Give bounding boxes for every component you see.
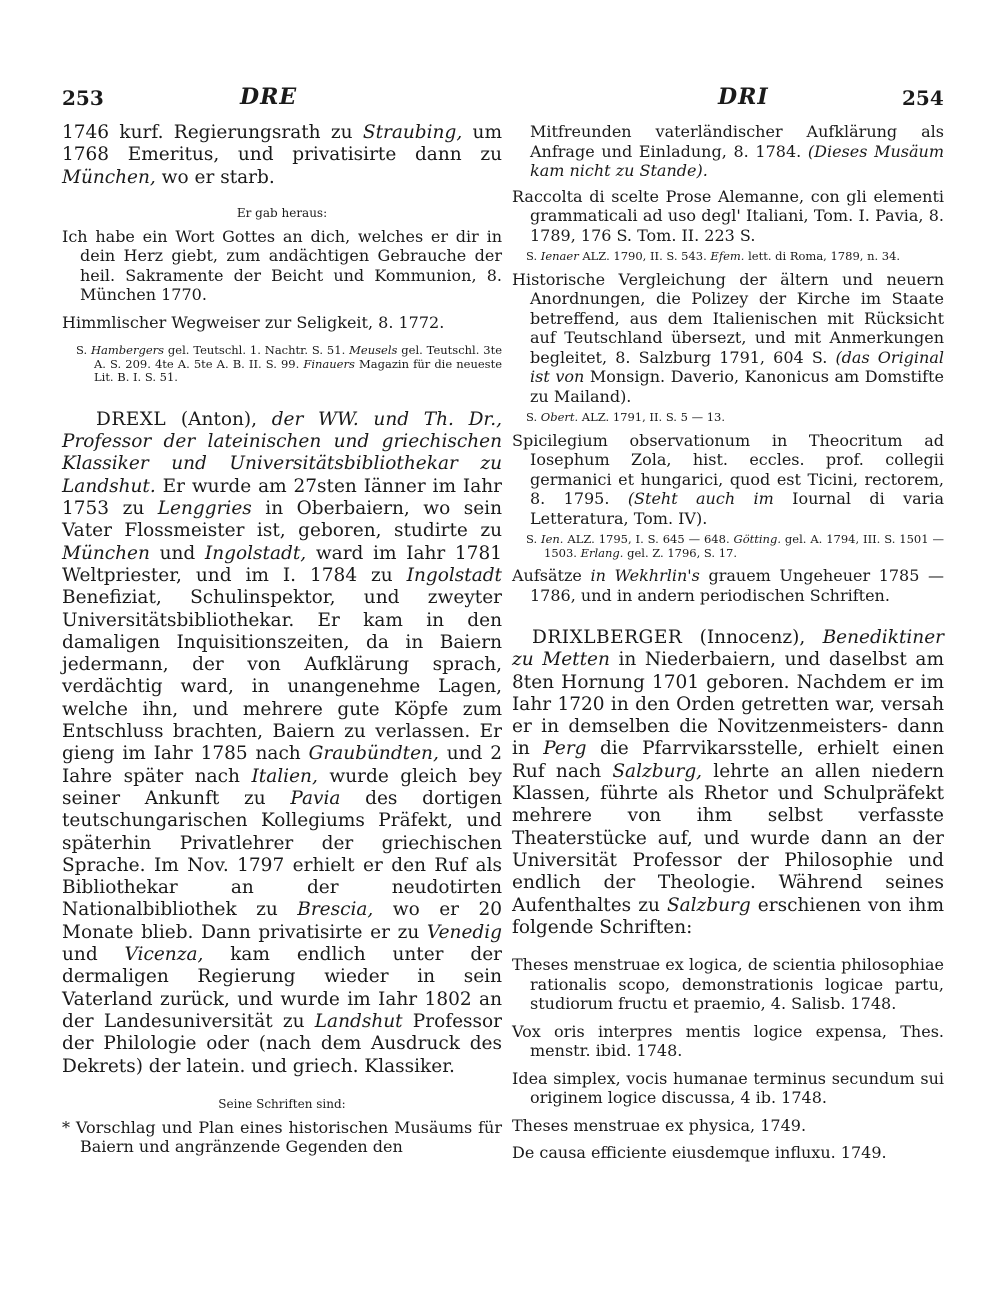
work-entry: Historische Vergleichung der ältern und neuern Anordnungen, die Polizey der Kirche im Staate betreffend, aus dem Italienischen mit Rücksicht auf Teutschland übersezt, und mit Anmerkungen begleitet, 8. Salzburg 1791, 604 S. (das Original ist von Monsign. Daverio, Kanonicus am Domstifte zu Mailand). [512, 269, 945, 406]
entry-drexl: DREXL (Anton), der WW. und Th. Dr., Professor der lateinischen und griechischen Klassiker und Universitätsbibliothekar zu Landshut. Er wurde am 27sten Iänner im Iahr 1753 zu Lenggries in Oberbaiern, wo sein Vater Flossmeister ist, geboren, studirte zu München und Ingolstadt, ward im Iahr 1781 Weltpriester, und im I. 1784 zu Ingolstadt Benefiziat, Schulinspektor, und zweyter Universitätsbibliothekar. Er kam in den damaligen Inquisitionszeiten, da in Baiern jedermann, der von Aufklärung sprach, verdächtig ward, in unangenehme Lagen, welche ihn, und mehrere gute Köpfe zum Entschluss brachten, Baiern zu verlassen. Er gieng im Iahr 1785 nach Graubündten, und 2 Iahre später nach Italien, wurde gleich bey seiner Ankunft zu Pavia des dortigen teutschungarischen Kollegiums Präfekt, und späterhin Privatlehrer der griechischen Sprache. Im Nov. 1797 erhielt er den Ruf als Bibliothekar an der neudotirten Nationalbibliothek zu Brescia, wo er 20 Monate blieb. Dann privatisirte er zu Venedig und Vicenza, kam endlich unter der dermaligen Regierung wieder in sein Vaterland zurück, und wurde im Iahr 1802 an der Landesuniversität zu Landshut Professor der Philologie oder (nach dem Ausdruck des Dekrets) der latein. und griech. Klassiker. [62, 408, 502, 1077]
writings-heading: Seine Schriften sind: [218, 1096, 346, 1111]
work-entry-continued: Mitfreunden vaterländischer Aufklärung als Anfrage und Einladung, 8. 1784. (Dieses Musäum kam nicht zu Stande). [530, 122, 945, 180]
reference-note: S. Ien. ALZ. 1795, I. S. 645 — 648. Götting. gel. A. 1794, III. S. 1501 — 1503. Erlang. gel. Z. 1796, S. 17. [526, 532, 944, 560]
work-entry: Aufsätze in Wekhrlin's grauem Ungeheuer 1785 — 1786, und in andern periodischen Schriften. [512, 566, 944, 605]
work-entry: Vox oris interpres mentis logice expensa, Thes. menstr. ibid. 1748. [512, 1021, 944, 1061]
entry-name: DRIXLBERGER [532, 627, 683, 648]
work-entry: Himmlischer Wegweiser zur Seligkeit, 8. 1772. [62, 312, 445, 332]
running-head-left: DRE [240, 84, 298, 110]
work-entry: De causa efficiente eiusdemque influxu. 1749. [512, 1143, 887, 1163]
work-entry: Theses menstruae ex physica, 1749. [512, 1115, 807, 1135]
running-head-right: DRI [718, 84, 769, 110]
work-entry: Theses menstruae ex logica, de scientia philosophiae rationalis scopo, demonstrationis logicae partu, studiorum fructu et praemio, 4. Salisb. 1748. [512, 955, 944, 1014]
work-entry: * Vorschlag und Plan eines historischen Musäums für Baiern und angränzende Gegenden den [62, 1117, 502, 1157]
reference-note: S. Obert. ALZ. 1791, II. S. 5 — 13. [526, 410, 726, 424]
page-number-left: 253 [62, 86, 104, 110]
work-entry: Ich habe ein Wort Gottes an dich, welches er dir in dein Herz giebt, zum andächtigen Gebrauche der heil. Sakramente der Beicht und Kommunion, 8. München 1770. [62, 226, 502, 305]
work-entry: Raccolta di scelte Prose Alemanne, con gli elementi grammaticali ad uso degl' Italiani, Tom. I. Pavia, 8. 1789, 176 S. Tom. II. 223 S. [512, 186, 944, 245]
work-entry: Spicilegium observationum in Theocritum ad Iosephum Zola, hist. eccles. prof. collegii germanici et hungarici, quod est Ticini, rectorem, 8. 1795. (Steht auch im Iournal di varia Letteratura, Tom. IV). [512, 430, 944, 528]
reference-note: S. Hambergers gel. Teutschl. 1. Nachtr. S. 51. Meusels gel. Teutschl. 3te A. S. 209. 4te A. 5te A. B. II. S. 99. Finauers Magazin für die neueste Lit. B. I. S. 51. [76, 343, 503, 385]
previous-entry-end: 1746 kurf. Regierungsrath zu Straubing, um 1768 Emeritus, und privatisirte dann zu München, wo er starb. [62, 122, 502, 188]
left-column [62, 122, 502, 1157]
reference-note: S. Ienaer ALZ. 1790, II. S. 543. Efem. lett. di Roma, 1789, n. 34. [526, 249, 901, 263]
work-entry: Idea simplex, vocis humanae terminus secundum sui originem logice discussa, 4 ib. 1748. [512, 1068, 944, 1108]
right-column [512, 122, 944, 1163]
entry-drixlberger: DRIXLBERGER (Innocenz), Benediktiner zu Metten in Niederbaiern, und daselbst am 8ten Hornung 1701 geboren. Nachdem er im Iahr 1720 in den Orden getretten war, versah er in demselben die Novitzenmeisters- dann in Perg die Pfarrvikarsstelle, erhielt einen Ruf nach Salzburg, lehrte an allen niedern Klassen, führte als Rhetor und Schulpräfekt mehrere von ihm selbst verfasste Theaterstücke auf, und wurde dann an der Universität Professor der Philosophie und endlich der Theologie. Während seines Aufenthaltes zu Salzburg erschienen von ihm folgende Schriften: [512, 627, 945, 938]
entry-name: DREXL [96, 408, 167, 430]
publications-heading: Er gab heraus: [236, 205, 328, 220]
page-number-right: 254 [902, 86, 944, 110]
